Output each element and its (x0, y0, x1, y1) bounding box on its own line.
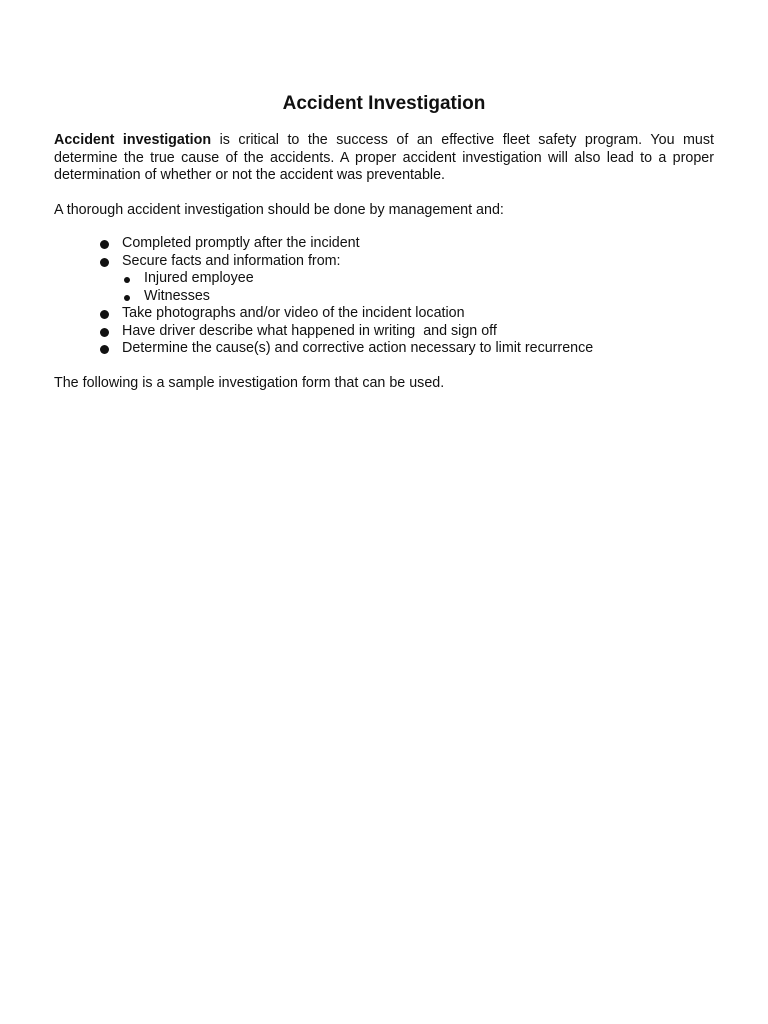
intro-text: is critical to the success of an effective fleet safety program. You must determine the true cause of the accidents. A proper accident investigation will also lead to a proper determination of whether or not the accident was preventable. (54, 132, 715, 183)
bullet-icon (100, 310, 109, 319)
list-item-text: Take photographs and/or video of the incident location (122, 305, 465, 321)
sub-bullet-icon (124, 295, 130, 301)
lead-sentence: A thorough accident investigation should be done by management and: (54, 201, 504, 218)
bullet-icon (100, 345, 109, 354)
list-item (54, 323, 714, 341)
bullet-icon (100, 328, 109, 337)
requirements-list (54, 235, 714, 358)
list-item (54, 253, 714, 271)
list-item-text: Completed promptly after the incident (122, 235, 360, 251)
intro-bold-lead: Accident investigation (54, 132, 212, 148)
bullet-icon (100, 240, 109, 249)
list-item-text: Have driver describe what happened in writing and sign off (122, 322, 497, 339)
list-item (54, 340, 714, 358)
sub-list-item (54, 270, 714, 288)
sub-list-item-text: Witnesses (144, 287, 210, 304)
page-title: Accident Investigation (282, 93, 486, 114)
list-item (54, 235, 714, 253)
intro-paragraph (54, 132, 714, 185)
list-item (54, 305, 714, 323)
document-page (54, 92, 714, 392)
list-item-text: Determine the cause(s) and corrective action necessary to limit recurrence (122, 340, 594, 356)
bullet-icon (100, 258, 109, 267)
sub-list-item-text: Injured employee (144, 270, 254, 286)
sub-list-item (54, 288, 714, 306)
list-item-text: Secure facts and information from: (122, 252, 341, 269)
closing-paragraph: The following is a sample investigation form that can be used. (54, 374, 445, 391)
sub-bullet-icon (124, 277, 130, 283)
